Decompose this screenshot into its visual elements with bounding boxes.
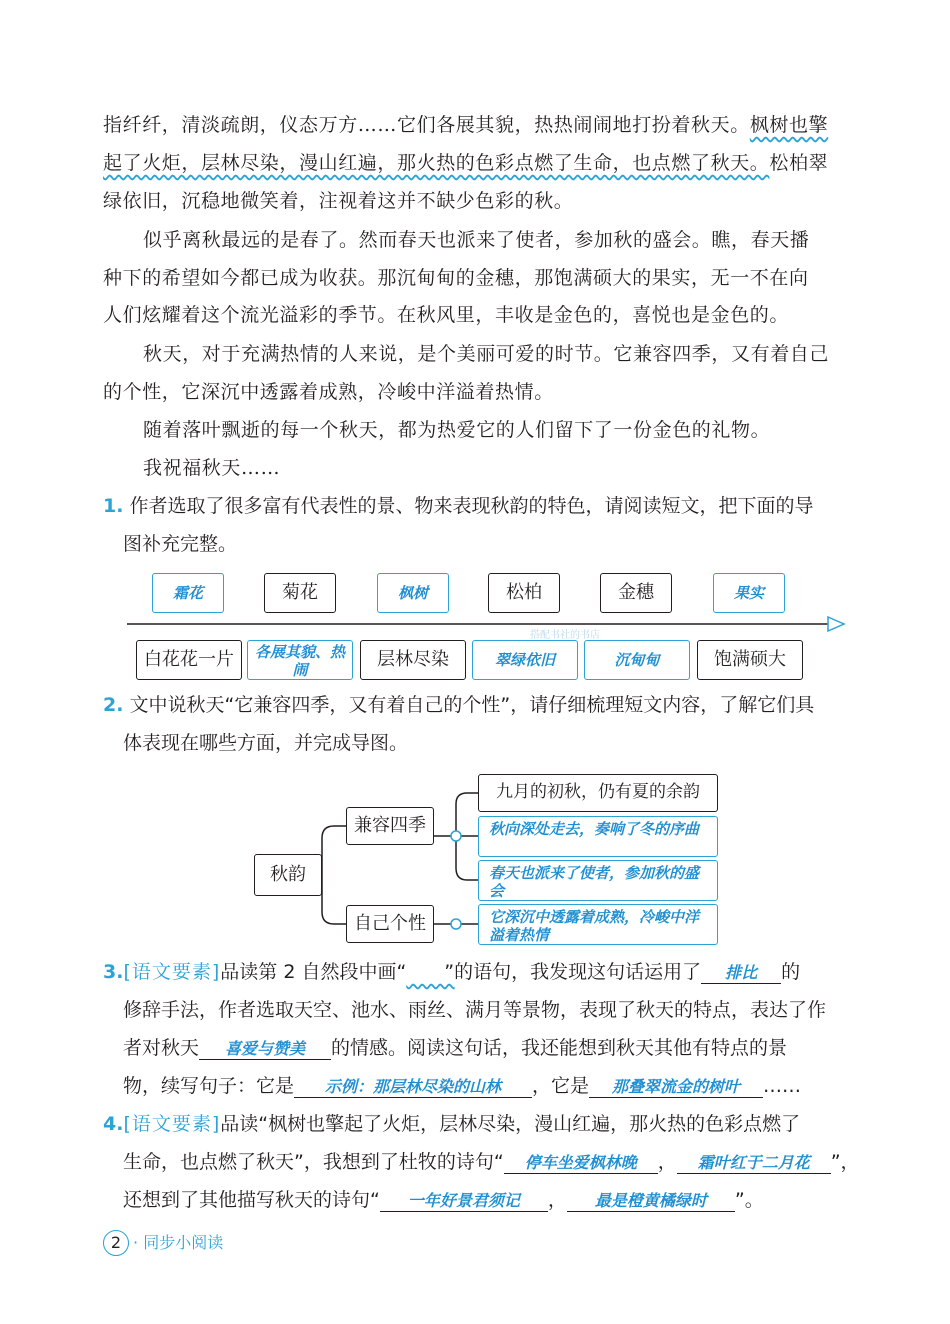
- page-number: 2: [103, 1230, 129, 1256]
- mindmap-root: 秋韵: [254, 854, 322, 896]
- mindmap-leaf-4: 它深沉中透露着成熟，冷峻中洋溢着热情: [478, 904, 718, 945]
- tag-label: [语文要素]: [123, 1113, 221, 1135]
- passage-line-7: 秋天，对于充满热情的人来说，是个美丽可爱的时节。它兼容四季，又有着自己: [143, 343, 830, 365]
- q4-line-2: 生命，也点燃了秋天”，我想到了杜牧的诗句“ 停车坐爱枫林晚 ， 霜叶红于二月花 ”，: [123, 1151, 860, 1173]
- answer-blank[interactable]: 示例：那层林尽染的山林: [294, 1077, 532, 1098]
- junction-dot: [451, 831, 461, 841]
- question-text: 文中说秋天“它兼容四季，又有着自己的个性”，请仔细梳理短文内容，了解它们具: [129, 694, 815, 716]
- q1-top-box-6: 果实: [713, 573, 785, 613]
- answer-blank[interactable]: 喜爱与赞美: [199, 1039, 331, 1060]
- q3-line-1: 3.[语文要素]品读第 2 自然段中画“ ”的语句，我发现这句话运用了 排比 的: [103, 961, 801, 983]
- mindmap-branch-1: 兼容四季: [346, 807, 434, 845]
- junction-dot: [451, 919, 461, 929]
- mindmap-leaf-3: 春天也派来了使者，参加秋的盛会: [478, 860, 718, 901]
- passage-text: 指纤纤，清淡疏朗，仪态万方……它们各展其貌，热热闹闹地打扮着秋天。: [103, 114, 750, 136]
- passage-line-10: 我祝福秋天……: [143, 457, 281, 479]
- question-text: 作者选取了很多富有代表性的景、物来表现秋韵的特色，请阅读短文，把下面的导: [129, 495, 814, 517]
- watermark: 搭配书社的书店: [530, 630, 600, 641]
- question-number: 3.: [103, 961, 124, 983]
- q1-bottom-box-4: 翠绿依旧: [472, 640, 578, 680]
- q4-line-3: 还想到了其他描写秋天的诗句“ 一年好景君须记 ， 最是橙黄橘绿时 ”。: [123, 1189, 764, 1211]
- q3-line-3: 者对秋天 喜爱与赞美 的情感。阅读这句话，我还能想到秋天其他有特点的景: [123, 1037, 788, 1059]
- q1-top-box-2: 菊花: [264, 573, 336, 613]
- answer-blank[interactable]: 那叠翠流金的树叶: [589, 1077, 763, 1098]
- q4-line-1: 4.[语文要素]品读“枫树也擎起了火炬，层林尽染，漫山红遍，那火热的色彩点燃了: [103, 1113, 801, 1135]
- tag-label: [语文要素]: [123, 961, 221, 983]
- answer-blank[interactable]: 最是橙黄橘绿时: [567, 1191, 735, 1212]
- passage-line-8: 的个性，它深沉中透露着成熟，冷峻中洋溢着热情。: [103, 381, 554, 403]
- q3-line-4: 物，续写句子：它是 示例：那层林尽染的山林 ，它是 那叠翠流金的树叶 ……: [123, 1075, 802, 1097]
- q1-bottom-box-1: 白花花一片: [136, 640, 242, 680]
- question-number: 1.: [103, 495, 124, 517]
- q1-bottom-box-5: 沉甸甸: [584, 640, 690, 680]
- passage-line-1: [103, 113, 848, 137]
- q2-prompt-cont: 体表现在哪些方面，并完成导图。: [123, 732, 409, 754]
- q1-top-box-4: 松柏: [488, 573, 560, 613]
- answer-blank[interactable]: 排比: [701, 963, 781, 984]
- timeline-arrow-icon: [828, 617, 844, 631]
- question-number: 2.: [103, 694, 124, 716]
- q3-line-2: 修辞手法，作者选取天空、池水、雨丝、满月等景物，表现了秋天的特点，表达了作: [123, 999, 827, 1021]
- passage-line-3: 绿依旧，沉稳地微笑着，注视着这并不缺少色彩的秋。: [103, 190, 574, 212]
- passage-line-4: 似乎离秋最远的是春了。然而春天也派来了使者，参加秋的盛会。瞧，春天播: [143, 229, 810, 251]
- wavy-mark: [406, 960, 444, 984]
- question-number: 4.: [103, 1113, 124, 1135]
- q1-prompt-cont: 图补充完整。: [123, 533, 238, 555]
- passage-line-6: 人们炫耀着这个流光溢彩的季节。在秋风里，丰收是金色的，喜悦也是金色的。: [103, 304, 790, 326]
- answer-blank[interactable]: 停车坐爱枫林晚: [504, 1153, 658, 1174]
- passage-line-2: [103, 151, 848, 175]
- passage-line-5: 种下的希望如今都已成为收获。那沉甸甸的金穗，那饱满硕大的果实，无一不在向: [103, 267, 809, 289]
- q1-bottom-box-3: 层林尽染: [360, 640, 466, 680]
- page-footer: 2 · 同步小阅读: [103, 1230, 223, 1256]
- q1-top-box-3: 枫树: [377, 573, 449, 613]
- q1-prompt: [103, 494, 814, 518]
- answer-blank[interactable]: 一年好景君须记: [380, 1191, 548, 1212]
- book-title: 同步小阅读: [143, 1233, 224, 1252]
- mindmap-leaf-2: 秋向深处走去，奏响了冬的序曲: [478, 816, 718, 857]
- wavy-underlined-text: 起了火炬，层林尽染，漫山红遍，那火热的色彩点燃了生命，也点燃了秋天。: [103, 152, 770, 174]
- answer-blank[interactable]: 霜叶红于二月花: [677, 1153, 831, 1174]
- q1-bottom-box-6: 饱满硕大: [697, 640, 803, 680]
- q1-top-box-5: 金穗: [600, 573, 672, 613]
- q2-prompt: [103, 693, 814, 717]
- wavy-underlined-text: 枫树也擎: [749, 114, 829, 136]
- q1-bottom-box-2: 各展其貌、热闹: [247, 640, 353, 680]
- mindmap-leaf-1: 九月的初秋，仍有夏的余韵: [478, 774, 718, 812]
- mindmap-branch-2: 自己个性: [346, 905, 434, 943]
- passage-text: 松柏翠: [769, 152, 829, 174]
- q1-top-box-1: 霜花: [152, 573, 224, 613]
- passage-line-9: 随着落叶飘逝的每一个秋天，都为热爱它的人们留下了一份金色的礼物。: [143, 419, 771, 441]
